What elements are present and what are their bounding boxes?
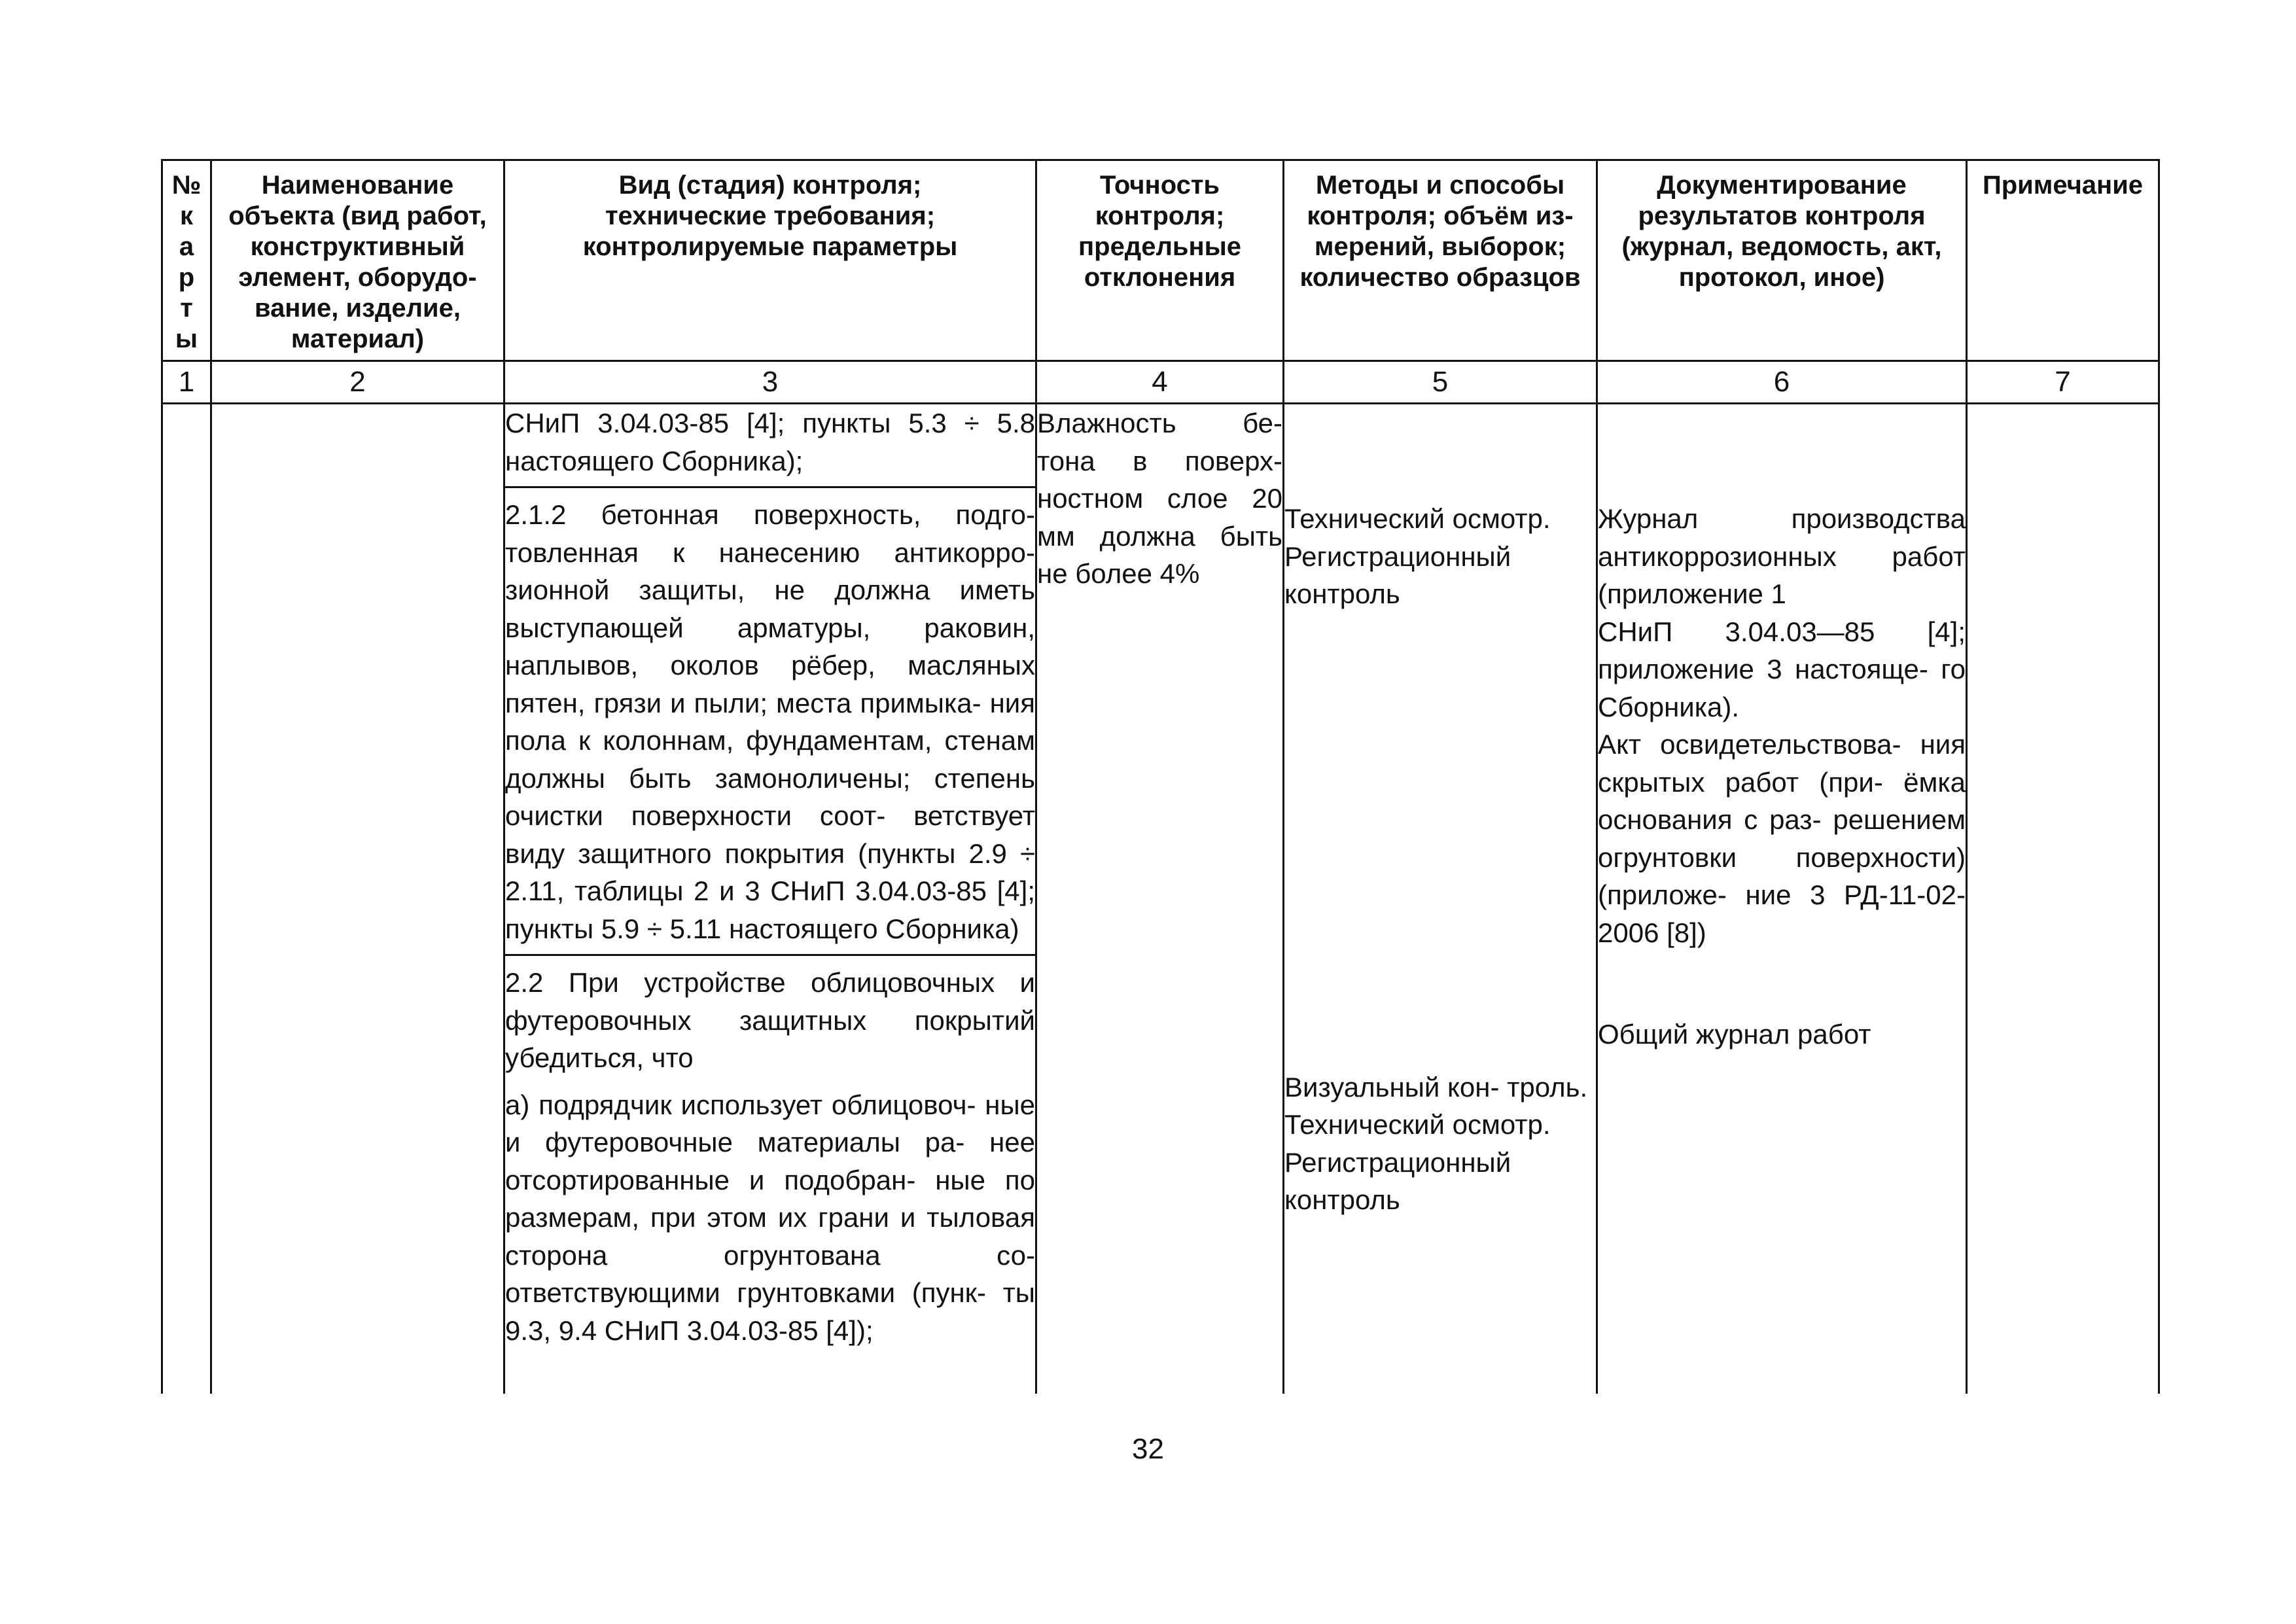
cell-object-name [211, 404, 504, 1394]
header-col-note: Примечание [1967, 160, 2159, 361]
requirement-2-1-2-text: 2.1.2 бетонная поверхность, подго- товленная к нанесению антикорро- зионной защиты, не должна иметь выступающей арматуры, раковин, наплывов, околов рёбер, масляных пятен, грязи и пыли; места примыка- ния пола к колоннам, фундаментам, стенам должны быть замоноличены; степень очистки поверхности соот- ветствует виду защитного покрытия (пункты 2.9 ÷ 2.11, таблицы 2 и 3 СНиП 3.04.03-85 [4]; пункты 5.9 ÷ 5.11 настоящего Сборника) [505, 499, 1035, 944]
methods-2-2 [1284, 1068, 1596, 1219]
documentation-2-2 [1598, 1015, 1966, 1053]
methods-2-1-2-line: Технический осмотр. [1284, 503, 1551, 534]
cell-control-requirements [504, 404, 1036, 1394]
header-col-control-type: Вид (стадия) контроля; технические требования; контролируемые параметры [504, 160, 1036, 361]
page-number: 32 [1132, 1433, 1164, 1465]
row-separator [505, 486, 1035, 947]
methods-2-1-2-line: Регистрационный контроль [1284, 540, 1511, 609]
column-number: 6 [1597, 361, 1967, 404]
header-char: т [180, 294, 193, 323]
header-char: р [178, 263, 195, 292]
cell-card-number [162, 404, 211, 1394]
methods-2-2-line: Регистрационный контроль [1284, 1146, 1511, 1215]
accuracy-2-1-2-text: Влажность бе- тона в поверх- ностном слое 20 мм должна быть не более 4% [1037, 408, 1282, 589]
header-char: а [179, 232, 194, 261]
header-col-accuracy: Точность контроля; предельные отклонения [1036, 160, 1284, 361]
header-char: к [179, 202, 194, 230]
methods-2-2-line: Визуальный кон- троль. [1284, 1071, 1588, 1103]
cell-documentation [1597, 404, 1967, 1394]
column-number-row [162, 361, 2159, 404]
column-number: 2 [211, 361, 504, 404]
requirements-continued-text: СНиП 3.04.03-85 [4]; пункты 5.3 ÷ 5.8 настоящего Сборника); [505, 408, 1035, 476]
documentation-2-1-2-line: СНиП 3.04.03—85 [4]; приложение 3 настояще- го Сборника). [1598, 616, 1966, 722]
column-number: 7 [1967, 361, 2159, 404]
header-col-card-number [162, 160, 211, 361]
methods-2-2-line: Технический осмотр. [1284, 1109, 1551, 1140]
header-row [162, 160, 2159, 361]
documentation-2-2-line: Общий журнал работ [1598, 1019, 1871, 1050]
table-row [162, 404, 2159, 1394]
header-char: ы [175, 325, 198, 353]
header-col-documentation: Документирование результатов контроля (журнал, ведомость, акт, протокол, иное) [1597, 160, 1967, 361]
header-col-methods: Методы и способы контроля; объём из- мерений, выборок; количество образцов [1284, 160, 1597, 361]
column-number: 1 [162, 361, 211, 404]
column-number: 4 [1036, 361, 1284, 404]
cell-accuracy [1036, 404, 1284, 1394]
requirement-2-2-text: 2.2 При устройстве облицовочных и футеровочных защитных покрытий убедиться, что [505, 967, 1035, 1073]
documentation-2-1-2-line: Акт освидетельствова- ния скрытых работ (при- ёмка основания с раз- решением огрунтовки поверхности) (приложе- ние 3 РД-11-02-2006 [8]) [1598, 729, 1966, 948]
column-number: 3 [504, 361, 1036, 404]
header-col-object-name: Наименование объекта (вид работ, конструктивный элемент, оборудо- вание, изделие, материал) [211, 160, 504, 361]
cell-note [1967, 404, 2159, 1394]
methods-2-1-2 [1284, 404, 1596, 613]
requirement-2-2-a-text: а) подрядчик использует облицовоч- ные и футеровочные материалы ра- нее отсортированные и подобран- ные по размерам, при этом их грани и тыловая сторона огрунтована со- ответствующими грунтовками (пунк- ты 9.3, 9.4 СНиП 3.04.03-85 [4]); [505, 1089, 1035, 1346]
documentation-2-1-2-line: Журнал производства антикоррозионных работ (приложение 1 [1598, 503, 1966, 609]
control-table [161, 159, 2160, 1394]
header-char: № [171, 171, 202, 200]
column-number: 5 [1284, 361, 1597, 404]
documentation-2-1-2 [1598, 404, 1966, 951]
cell-methods [1284, 404, 1597, 1394]
row-separator [505, 954, 1035, 1349]
